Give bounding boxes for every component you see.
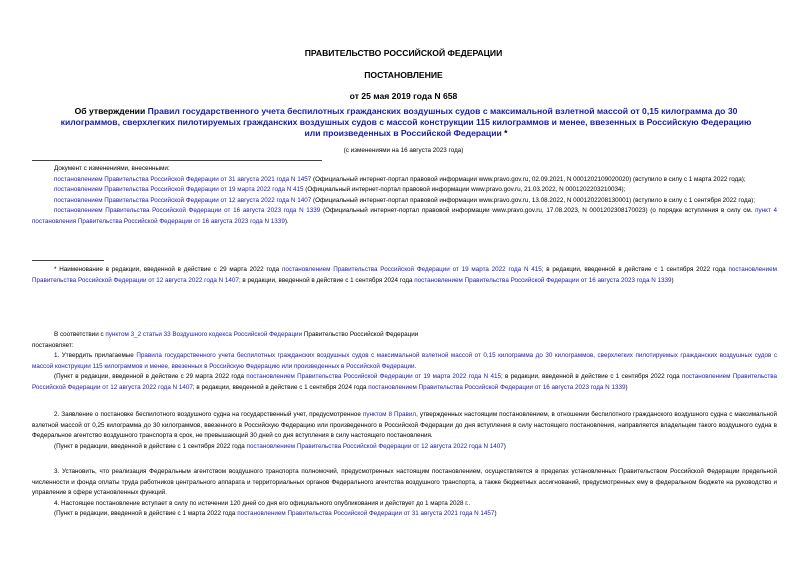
air-code-link[interactable]: пунктом 3_2 статьи 33 Воздушного кодекса Российской Федерации bbox=[105, 331, 303, 338]
list-item bbox=[32, 185, 777, 196]
footnote-link[interactable]: постановлением Правительства Российской Федерации от 12 августа 2022 года N 1407 bbox=[32, 266, 777, 284]
changes-intro: Документ с изменениями, внесенными: bbox=[54, 165, 170, 172]
list-item bbox=[32, 196, 777, 207]
paragraph-4-note bbox=[32, 509, 777, 520]
footnote-text: * Наименование в редакции, введенной в действие с 29 марта 2022 года bbox=[54, 266, 282, 273]
amendment-text: ). bbox=[284, 217, 289, 225]
amendment-link[interactable]: постановлением Правительства Российской Федерации от 12 августа 2022 года N 1407 bbox=[54, 196, 312, 204]
note-link[interactable]: постановлением Правительства Российской Федерации от 12 августа 2022 года N 1407 bbox=[246, 442, 504, 450]
preamble-text: В соответствии с bbox=[54, 331, 106, 338]
rules-point-8-link[interactable]: пунктом 8 Правил bbox=[362, 411, 417, 418]
paragraph-1 bbox=[32, 351, 777, 372]
rules-link[interactable]: Правила государственного учета беспилотных гражданских воздушных судов с максимальной взлетной массой от 0,15 килограмма до 30 килограммов, сверхлегких пилотируемых гражданских воздушных судов с массой конструкции 115 килограммов и менее, ввезенных в Российскую Федерацию или произведенных в Российской Федерации bbox=[32, 352, 777, 370]
title-prefix: Об утверждении bbox=[74, 106, 148, 116]
note-text: ) bbox=[503, 442, 506, 450]
paragraph-text: , утвержденных настоящим постановлением, в отношении беспилотного гражданского воздушного судна с максимальной взлетной массой от 0,25 килограмма до 30 килограммов, ввезенного в Российскую Федерацию или произведенного в Российской Федерации до дня вступления в силу настоящего постановления, направляется владельцем такого воздушного судна в Федеральное агентство воздушного транспорта в срок, не превышающий 30 дней со дня вступления в силу настоящего постановления. bbox=[32, 411, 778, 439]
decree-body-part-1 bbox=[32, 330, 777, 393]
paragraph-2 bbox=[32, 410, 777, 442]
document-type-heading: ПОСТАНОВЛЕНИЕ bbox=[364, 70, 443, 80]
note-link[interactable]: постановлением Правительства Российской Федерации от 16 августа 2023 года N 1339 bbox=[368, 383, 626, 391]
note-text: (Пункт в редакции, введенной в действие с 1 сентября 2022 года bbox=[54, 442, 247, 450]
changes-list bbox=[32, 164, 777, 227]
note-text: ; в редакции, введенной в действие с 1 сентября 2024 года bbox=[192, 383, 369, 391]
government-heading: ПРАВИТЕЛЬСТВО РОССИЙСКОЙ ФЕДЕРАЦИИ bbox=[304, 48, 503, 58]
preamble bbox=[32, 330, 777, 341]
paragraph-text: 1. Утвердить прилагаемые bbox=[54, 352, 137, 359]
amendment-text: (Официальный интернет-портал правовой информации www.pravo.gov.ru, 02.09.2021, N 0001202109020020) (вступило в силу с 1 марта 2022 года); bbox=[311, 175, 746, 183]
footnote-link[interactable]: постановлением Правительства Российской Федерации от 19 марта 2022 года N 415 bbox=[281, 266, 542, 273]
note-link[interactable]: постановлением Правительства Российской Федерации от 31 августа 2021 года N 1457 bbox=[237, 510, 495, 517]
paragraph-2-note bbox=[32, 442, 777, 453]
document-date-number: от 25 мая 2019 года N 658 bbox=[349, 91, 458, 101]
footnote-link[interactable]: постановлением Правительства Российской Федерации от 16 августа 2023 года N 1339 bbox=[414, 276, 672, 284]
document-title bbox=[55, 106, 757, 139]
note-text: ; в редакции, введенной в действие с 1 сентября 2022 года bbox=[500, 373, 682, 380]
note-text: (Пункт в редакции, введенной в действие с 1 марта 2022 года bbox=[54, 510, 238, 517]
amendment-clause-link[interactable]: пункт 4 постановления Правительства Российской Федерации от 16 августа 2023 года N 1339 bbox=[32, 207, 777, 225]
footnote-divider bbox=[32, 260, 104, 261]
paragraph-1-note bbox=[32, 372, 777, 393]
footnote bbox=[32, 265, 777, 286]
preamble-text: Правительство Российской Федерации bbox=[302, 331, 419, 338]
note-text: (Пункт в редакции, введенной в действие с 29 марта 2022 года bbox=[54, 373, 247, 380]
amendment-text: (Официальный интернет-портал правовой информации www.pravo.gov.ru, 13.08.2022, N 0001202208130001) (вступило в силу с 1 сентября 2022 года); bbox=[311, 196, 755, 204]
list-item bbox=[32, 175, 777, 186]
title-suffix: * bbox=[501, 128, 508, 138]
footnote-text: ; в редакции, введенной в действие с 1 сентября 2022 года bbox=[541, 266, 729, 273]
amendment-link[interactable]: постановлением Правительства Российской Федерации от 16 августа 2023 года N 1339 bbox=[54, 207, 321, 214]
footnote-text: ; в редакции, введенной в действие с 1 сентября 2024 года bbox=[238, 276, 415, 284]
title-rules-link[interactable]: Правил государственного учета беспилотных гражданских воздушных судов с максимальной взлетной массой от 0,15 килограмма до 30 килограммов, сверхлегких пилотируемых гражданских воздушных судов с массой конструкции 115 килограммов и менее, ввезенных в Российскую Федерацию или произведенных в Российской Федерации bbox=[60, 106, 752, 138]
amendment-text: (Официальный интернет-портал правовой информации www.pravo.gov.ru, 17.08.2023, N 0001202308170023) (о порядке вступления в силу см. bbox=[320, 207, 756, 214]
note-text: ) bbox=[625, 383, 628, 391]
note-text: ) bbox=[494, 510, 497, 517]
paragraph-text: 2. Заявление о постановке беспилотного воздушного судна на государственный учет, предусмотренное bbox=[54, 411, 363, 418]
list-item bbox=[32, 206, 777, 227]
paragraph-4: 4. Настоящее постановление вступает в силу по истечении 120 дней со дня его официального опубликования и действует до 1 марта 2028 г.. bbox=[54, 499, 471, 507]
decides-label: постановляет: bbox=[32, 341, 74, 349]
paragraph-3: 3. Установить, что реализация Федеральным агентством воздушного транспорта полномочий, предусмотренных настоящим постановлением, осуществляется в пределах установленных Правительством Российской Федерации предельной численности и фонда оплаты труда работников центрального аппарата и территориальных органов Федерального агентства воздушного транспорта, а также бюджетных ассигнований, предусмотренных ему в федеральном бюджете на руководство и управление в сфере установленных функций. bbox=[32, 468, 777, 496]
note-link[interactable]: постановлением Правительства Российской Федерации от 12 августа 2022 года N 1407 bbox=[32, 373, 777, 391]
decree-body-part-3 bbox=[32, 467, 777, 520]
amendment-link[interactable]: постановлением Правительства Российской Федерации от 31 августа 2021 года N 1457 bbox=[54, 175, 312, 183]
edition-note: (с изменениями на 16 августа 2023 года) bbox=[343, 147, 464, 154]
note-link[interactable]: постановлением Правительства Российской Федерации от 19 марта 2022 года N 415 bbox=[246, 373, 501, 380]
decree-body-part-2 bbox=[32, 410, 777, 452]
paragraph-text: . bbox=[414, 362, 417, 370]
amendment-text: (Официальный интернет-портал правовой информации www.pravo.gov.ru, 21.03.2022, N 0001202203210034); bbox=[303, 186, 626, 193]
footnote-text: ) bbox=[671, 276, 674, 284]
amendment-link[interactable]: постановлением Правительства Российской Федерации от 19 марта 2022 года N 415 bbox=[54, 186, 304, 193]
divider bbox=[32, 160, 322, 161]
